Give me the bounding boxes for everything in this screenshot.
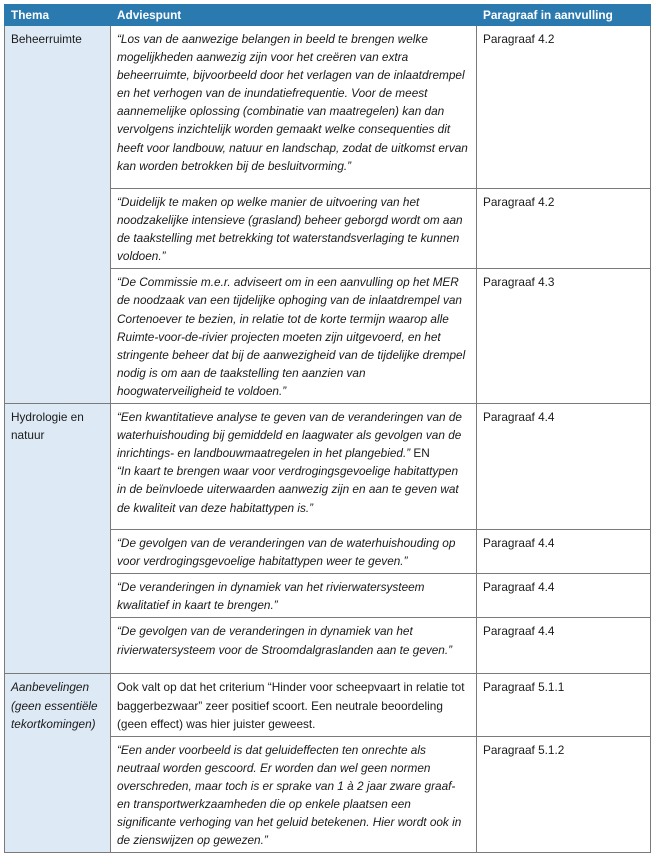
advice-text: “De gevolgen van de veranderingen in dynamiek van het rivierwatersysteem voor de Stroomdalgraslanden aan te geven.” [117, 624, 453, 657]
adviespunt-cell [111, 26, 477, 189]
advice-table [4, 4, 651, 853]
adviespunt-cell [111, 404, 477, 530]
table-row [5, 26, 651, 189]
adviespunt-cell [111, 530, 477, 574]
advice-text: “De veranderingen in dynamiek van het rivierwatersysteem kwalitatief in kaart te brengen.” [117, 580, 425, 613]
paragraaf-cell: Paragraaf 5.1.1 [477, 674, 651, 736]
paragraaf-cell: Paragraaf 4.2 [477, 26, 651, 189]
adviespunt-cell [111, 574, 477, 618]
table-row [5, 404, 651, 530]
header-adviespunt: Adviespunt [111, 5, 477, 26]
table-row [5, 674, 651, 736]
paragraaf-cell: Paragraaf 4.4 [477, 530, 651, 574]
thema-cell: Aanbevelingen (geen essentiële tekortkomingen) [5, 674, 111, 853]
paragraaf-cell: Paragraaf 4.2 [477, 189, 651, 269]
adviespunt-cell [111, 674, 477, 736]
advice-text: EN [410, 446, 430, 461]
advice-text: Ook valt op dat het criterium “Hinder voor scheepvaart in relatie tot baggerbezwaar” zeer positief scoort. Een neutrale beoordeling (geen effect) was hier juister geweest. [117, 680, 465, 731]
advice-text: “De gevolgen van de veranderingen van de waterhuishouding op voor verdrogingsgevoelige habitattypen weer te geven.” [117, 536, 456, 569]
advice-text: “Een kwantitatieve analyse te geven van de veranderingen van de waterhuishouding bij gemiddeld en laagwater als gevolgen van de inrichtings- en landbouwmaatregelen in het plangebied.” [117, 410, 462, 461]
adviespunt-cell [111, 736, 477, 853]
adviespunt-cell [111, 269, 477, 404]
adviespunt-cell [111, 618, 477, 674]
paragraaf-cell: Paragraaf 4.4 [477, 404, 651, 530]
paragraaf-cell: Paragraaf 4.3 [477, 269, 651, 404]
advice-text: “In kaart te brengen waar voor verdrogingsgevoelige habitattypen in de beïnvloede uiterwaarden aanwezig zijn en aan te geven wat de kwaliteit van deze habitattypen is.” [117, 464, 459, 515]
advice-text: “Los van de aanwezige belangen in beeld te brengen welke mogelijkheden aanwezig zijn voor het creëren van extra beheerruimte, bijvoorbeeld door het verlagen van de inlaatdrempel en het verhogen van de inundatiefrequentie. Voor de meest aannemelijke oplossing (combinatie van maatregelen) kan dan vervolgens inzichtelijk worden gemaakt welke consequenties dit heeft voor landbouw, natuur en landschap, zodat de uitkomst ervan kan worden betrokken bij de besluitvorming.” [117, 32, 468, 173]
header-paragraaf: Paragraaf in aanvulling [477, 5, 651, 26]
advice-text: “Een ander voorbeeld is dat geluideffecten ten onrechte als neutraal worden gescoord. Er worden dan wel geen normen overschreden, maar toch is er sprake van 1 à 2 jaar zware graaf- en transportwerkzaamheden die op enkele plaatsen een significante verhoging van het geluid betekenen. Hier wordt ook in de zienswijzen op gewezen.” [117, 742, 462, 848]
header-row [5, 5, 651, 26]
thema-cell: Beheerruimte [5, 26, 111, 404]
thema-cell: Hydrologie en natuur [5, 404, 111, 674]
header-thema: Thema [5, 5, 111, 26]
adviespunt-cell [111, 189, 477, 269]
paragraaf-cell: Paragraaf 4.4 [477, 618, 651, 674]
advice-text: “De Commissie m.e.r. adviseert om in een aanvulling op het MER de noodzaak van een tijdelijke ophoging van de inlaatdrempel van Cortenoever te bezien, in relatie tot de korte termijn waarop alle Ruimte-voor-de-rivier projecten moeten zijn uitgevoerd, en het stringente beheer dat bij de aanwezigheid van de tijdelijke drempel nodig is om aan de taakstelling ten aanzien van hoogwaterveiligheid te voldoen.” [117, 275, 466, 398]
table-body [5, 26, 651, 853]
paragraaf-cell: Paragraaf 5.1.2 [477, 736, 651, 853]
advice-text: “Duidelijk te maken op welke manier de uitvoering van het noodzakelijke intensieve (grasland) beheer geborgd wordt om aan de taakstelling met betrekking tot waterstandsverlaging te kunnen voldoen.” [117, 195, 463, 264]
paragraaf-cell: Paragraaf 4.4 [477, 574, 651, 618]
